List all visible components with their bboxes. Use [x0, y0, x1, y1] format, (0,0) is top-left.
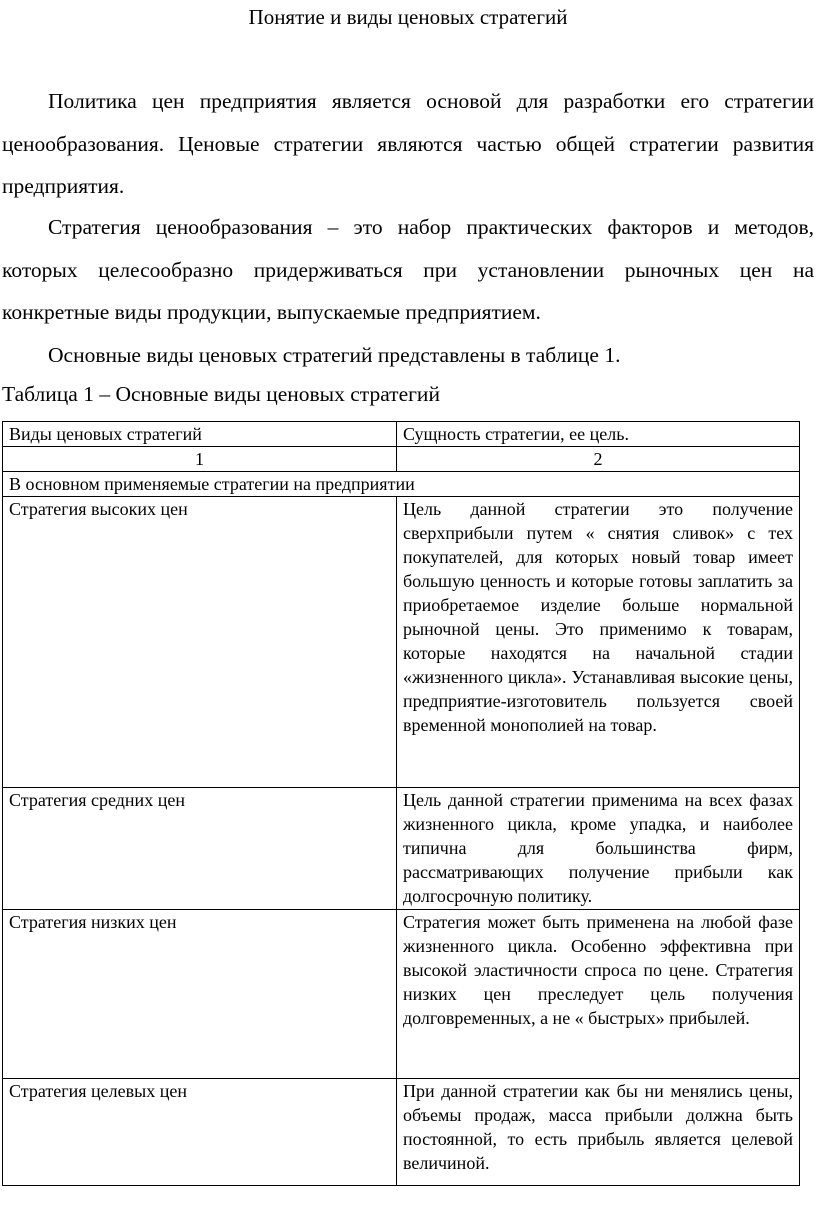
paragraph-table-reference: [2, 334, 814, 377]
section-cell: В основном применяемые стратегии на предприятии: [3, 472, 800, 497]
strategy-description-cell: Цель данной стратегии применима на всех фазах жизненного цикла, кроме упадка, и наиболее типична для большинства фирм, рассматривающих получение прибыли как долгосрочную политику.: [397, 788, 800, 910]
table-column-numbers-row: [3, 447, 800, 472]
paragraph-text: Политика цен предприятия является основой для разработки его стратегии ценообразования. Ценовые стратегии являются частью общей стратегии развития предприятия.: [2, 89, 814, 198]
paragraph-pricing-strategy-definition: [2, 206, 814, 334]
table-caption: Таблица 1 – Основные виды ценовых стратегий: [2, 382, 440, 406]
paragraph-pricing-policy: [2, 80, 814, 208]
header-cell-strategy-essence: Сущность стратегии, ее цель.: [397, 422, 800, 447]
strategy-name-cell: Стратегия целевых цен: [3, 1079, 397, 1186]
table-header-row: [3, 422, 800, 447]
paragraph-text: Основные виды ценовых стратегий представлены в таблице 1.: [48, 343, 621, 367]
strategy-description-cell: Цель данной стратегии это получение сверхприбыли путем « снятия сливок» с тех покупателей, для которых новый товар имеет большую ценность и которые готовы заплатить за приобретаемое изделие больше нормальной рыночной цены. Это применимо к товарам, которые находятся на начальной стадии «жизненного цикла». Устанавливая высокие цены, предприятие-изготовитель пользуется своей временной монополией на товар.: [397, 497, 800, 788]
strategy-description-cell: При данной стратегии как бы ни менялись цены, объемы продаж, масса прибыли должна быть постоянной, то есть прибыль является целевой величиной.: [397, 1079, 800, 1186]
page-title: Понятие и виды ценовых стратегий: [248, 5, 568, 29]
table-row: [3, 1079, 800, 1186]
table-row: [3, 910, 800, 1079]
column-number-cell: 2: [397, 447, 800, 472]
table-row: [3, 497, 800, 788]
strategy-name-cell: Стратегия высоких цен: [3, 497, 397, 788]
table-section-row: [3, 472, 800, 497]
strategy-name-cell: Стратегия средних цен: [3, 788, 397, 910]
strategy-description-cell: Стратегия может быть применена на любой фазе жизненного цикла. Особенно эффективна при высокой эластичности спроса по цене. Стратегия низких цен преследует цель получения долговременных, а не « быстрых» прибылей.: [397, 910, 800, 1079]
strategy-name-cell: Стратегия низких цен: [3, 910, 397, 1079]
header-cell-strategy-types: Виды ценовых стратегий: [3, 422, 397, 447]
paragraph-text: Стратегия ценообразования – это набор практических факторов и методов, которых целесообразно придерживаться при установлении рыночных цен на конкретные виды продукции, выпускаемые предприятием.: [2, 215, 814, 324]
table-row: [3, 788, 800, 910]
pricing-strategies-table: [2, 421, 800, 1186]
column-number-cell: 1: [3, 447, 397, 472]
